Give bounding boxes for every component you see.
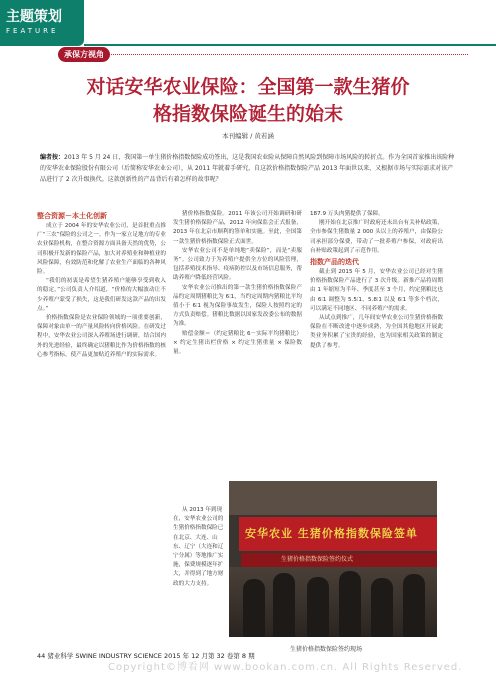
page-footer: 44 猪业科学 SWINE INDUSTRY SCIENCE 2015 年 12 月第 32 卷第 8 期 — [37, 652, 255, 660]
article-title-line2: 格指数保险诞生的始末 — [152, 103, 343, 125]
photo-caption: 生猪价格指数保险签约现场 — [290, 646, 363, 653]
person-silhouette — [307, 577, 329, 637]
person-silhouette — [371, 578, 393, 637]
editor-note — [40, 152, 458, 185]
column-3 — [310, 210, 443, 351]
paragraph: 猪价格指数保险。2011 年该公司开始调研和研发生猪价格保险产品，2012 年向保监会正式报备，2013 年在北京市顺利的签单和实施。至此，全国第一款生猪价格指数保险正式面世。 — [173, 211, 302, 245]
person-silhouette — [403, 574, 425, 637]
decorative-line — [108, 54, 468, 55]
editor-note-label: 编者按： — [40, 154, 65, 161]
person-silhouette — [339, 571, 361, 637]
column-2-narrow — [173, 506, 225, 589]
column-2 — [173, 210, 302, 357]
section-title: 主题策划 — [6, 9, 62, 25]
paragraph: 安华农业公司推出的第一款生猪价格指数保险产品约定周期猪粮比为 6∶1，当约定周期内猪粮比平均值小于 6∶1 视为保险事故发生，保险人按照约定的方式负责赔偿。猪粮比数据以国家发改委公布的数据为准。 — [173, 284, 302, 328]
header-band — [0, 0, 84, 46]
photo-wall — [229, 481, 437, 515]
paragraph: 赔偿金额＝（约定猪粮比 6－实际平均猪粮比）× 约定生猪出栏价格 × 约定生猪重量 × 保险数量。 — [173, 330, 302, 356]
person-silhouette — [243, 579, 265, 637]
paragraph: “我们的初衷是希望生猪养殖户能够享受到收入的稳定，”公司负责人介绍道，“价格的大幅波动让不少养殖户蒙受了损失，这是我们研发这款产品的出发点。” — [37, 278, 166, 312]
paragraph: 截止到 2015 年 5 月，安华农业公司已经对生猪价格指数保险产品进行了 3 次升级。新推产品将周期由 1 年缩短为半年、季度甚至 3 个月，约定猪粮比也由 6∶1 调整为 5.5∶1、5.8∶1 以及 6∶1 等多个档次，可以满足不同地区、不同养殖户的需求。 — [310, 269, 443, 312]
perspective-tag: 承保方视角 — [58, 47, 110, 62]
photo-banner: 安华农业 生猪价格指数保险签单 — [239, 517, 437, 551]
paragraph: 成立于 2004 年的安华农业公司，是首批重点推广“三农”保险的公司之一。作为一家立足地方的专业农业保险机构，在整合资源方面具备天然的优势，公司积极开发新的保险产品，加大对养殖业和种植业的风险保障，有效防范和化解了农业生产面临的各种风险。 — [37, 223, 166, 276]
article-title-line1: 对话安华农业保险：全国第一款生猪价 — [86, 76, 410, 98]
paragraph: 刚开始在北京推广时政府还未出台有关补贴政策，全市参保生猪数量 2 000 头以上的养殖户，由保险公司承担部分保费，带动了一批养殖户参保，对政府出台补贴政策起到了示范作用。 — [310, 220, 443, 254]
signing-photo — [229, 481, 437, 637]
paragraph: 安华农业公司不是单纯地“卖保险”，而是“卖服务”。公司致力于为养殖户提供全方位的风险管理，包括养殖技术指导、疫病防控以及市场信息服务，帮助养殖户降低经营风险。 — [173, 247, 302, 282]
photo-people — [229, 567, 437, 637]
paragraph: 从试点到推广，几年间安华农业公司生猪价格指数保险在不断改进中逐步成熟，为全国其他地区开展此类业务积累了宝贵的经验，也为国家相关政策的制定提供了参考。 — [310, 315, 443, 349]
photo-banner-sub: 生猪价格指数保险签约仪式 — [241, 553, 437, 567]
editor-note-text: 2013 年 5 月 24 日，我国第一单生猪价格指数保险成功签出，这是我国农业险从保障自然风险到保障市场风险的转折点。作为全国首家推出该险种的安华农业保险股份有限公司（后简称安华农业公司），从 2011 年就着手研究，自这款价格指数保险产品 2013 年面世以来，又根据市场与实际需求对该产品进行了 2 次升级换代。这款创新性的产品背后有着怎样的故事呢？ — [40, 154, 455, 183]
column-1 — [37, 210, 166, 360]
copyright-watermark: Copyright©博看网 www.bookan.com.cn. All Rights Reserved. — [108, 662, 463, 673]
header-rule — [84, 44, 496, 46]
byline: 本刊编辑 / 黄若涵 — [222, 132, 274, 140]
paragraph: 从 2013 年到现在，安华农业公司的生猪价格指数保险已在北京、大连、山东、辽宁（大连和辽宁分属）等地推广实施，保费规模逐年扩大，并得到了地方财政的大力支持。 — [173, 507, 224, 587]
section-subtitle: FEATURE — [6, 27, 59, 35]
section-heading: 整合资源－本土化创新 — [37, 212, 107, 220]
person-silhouette — [273, 573, 295, 637]
paragraph: 价格指数保险是农业保险领域的一项重要创新，保障对象由单一的产量风险转向价格风险。在研发过程中，安华农业公司深入养殖场进行调研，结合国内外的先进经验，最终确定以猪粮比作为价格指数的核心参考指标，使产品更加贴近养殖户的实际需求。 — [37, 315, 166, 358]
paragraph: 187.9 万头肉猪提供了保障。 — [310, 211, 384, 217]
section-heading: 指数产品的迭代 — [310, 258, 359, 267]
